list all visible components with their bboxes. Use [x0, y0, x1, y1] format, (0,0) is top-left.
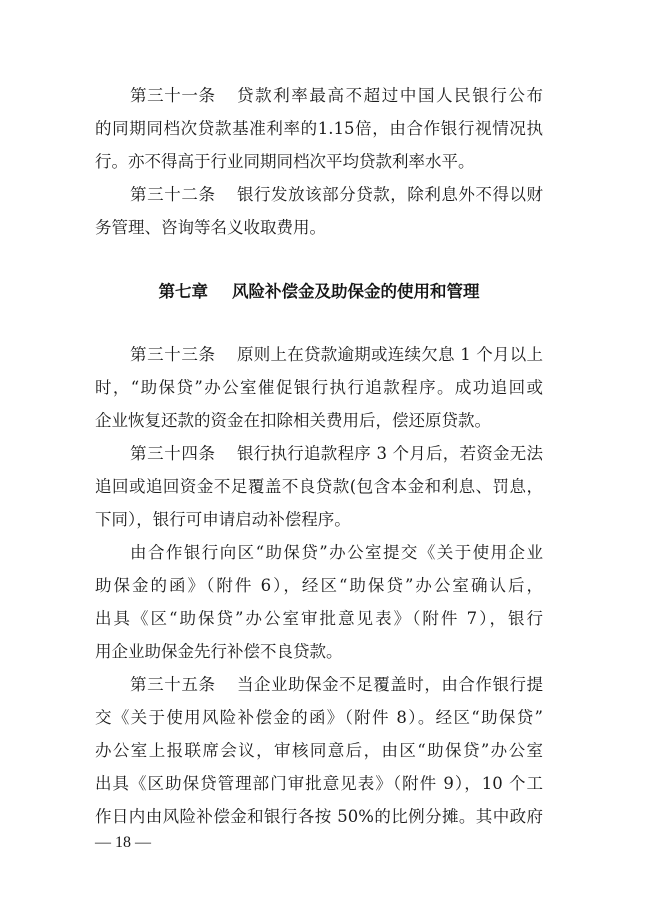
paragraph-line-4: 用企业助保金先行补偿不良贷款。: [95, 642, 343, 661]
article-34-line-2: 追回或追回资金不足覆盖不良贷款(包含本金和利息、罚息，: [95, 477, 543, 496]
article-33-line-3: 企业恢复还款的资金在扣除相关费用后，偿还原贷款。: [95, 411, 491, 430]
article-31-line-1: [95, 79, 543, 112]
article-number: 第三十四条: [130, 444, 215, 463]
paragraph-text: 银行执行追款程序 3 个月后，若资金无法: [237, 444, 543, 463]
article-35-line-2: 交《关于使用风险补偿金的函》（附件 8）。经区“助保贷”: [95, 708, 543, 727]
paragraph-text: 贷款利率最高不超过中国人民银行公布: [237, 86, 543, 105]
article-33-line-2: 时，“助保贷”办公室催促银行执行追款程序。成功追回或: [95, 378, 543, 397]
paragraph-text: 原则上在贷款逾期或连续欠息 1 个月以上: [237, 345, 543, 364]
page-number: — 18 —: [95, 834, 151, 851]
article-33-line-1: [95, 338, 543, 371]
article-number: 第三十五条: [130, 675, 215, 694]
article-35-line-4: 出具《区助保贷管理部门审批意见表》（附件 9），10 个工: [95, 774, 543, 793]
article-number: 第三十一条: [130, 86, 215, 105]
article-number: 第三十二条: [130, 185, 215, 204]
article-32-line-1: [95, 178, 543, 211]
paragraph-line-3: 出具《区“助保贷”办公室审批意见表》（附件 7），银行: [95, 609, 543, 628]
article-number: 第三十三条: [130, 345, 215, 364]
article-34-line-3: 下同），银行可申请启动补偿程序。: [95, 510, 351, 529]
article-32-line-2: 务管理、咨询等名义收取费用。: [95, 218, 326, 237]
pre-chapter-text: [95, 79, 543, 244]
article-31-line-2: 的同期同档次贷款基准利率的1.15倍，由合作银行视情况执: [95, 119, 543, 138]
chapter-title: 风险补偿金及助保金的使用和管理: [232, 282, 480, 301]
article-35-line-5: 作日内由风险补偿金和银行各按 50%的比例分摊。其中政府: [95, 807, 543, 826]
article-31-line-3: 行。亦不得高于行业同期同档次平均贷款利率水平。: [95, 152, 475, 171]
paragraph-text: 银行发放该部分贷款，除利息外不得以财: [237, 185, 543, 204]
chapter-number: 第七章: [158, 282, 208, 301]
article-35-line-1: [95, 668, 543, 701]
article-35-line-3: 办公室上报联席会议，审核同意后，由区“助保贷”办公室: [95, 741, 543, 760]
chapter-7-text: [95, 338, 543, 833]
paragraph-text: 当企业助保金不足覆盖时，由合作银行提: [237, 675, 543, 694]
chapter-heading: [95, 275, 543, 308]
article-34-line-1: [95, 437, 543, 470]
paragraph-line-1: 由合作银行向区“助保贷”办公室提交《关于使用企业: [130, 543, 543, 562]
paragraph-line-2: 助保金的函》（附件 6），经区“助保贷”办公室确认后，: [95, 576, 543, 595]
